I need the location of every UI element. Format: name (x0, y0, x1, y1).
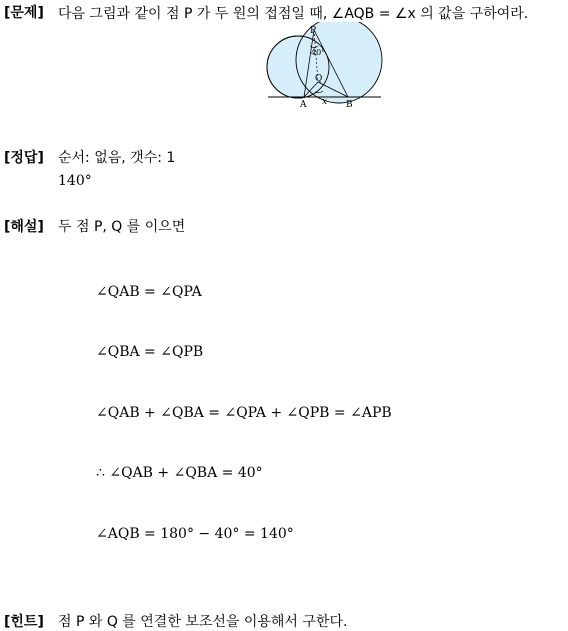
solution-step-1: ∠QAB = ∠QPA (96, 284, 202, 300)
answer-meta: 순서: 없음, 갯수: 1 (58, 150, 176, 166)
answer-value: 140° (58, 173, 92, 189)
solution-intro: 두 점 P, Q 를 이으면 (58, 219, 186, 235)
problem-figure (264, 22, 388, 110)
solution-step-3: ∠QAB + ∠QBA = ∠QPA + ∠QPB = ∠APB (96, 405, 392, 421)
answer-tag: [정답] (4, 150, 44, 166)
solution-step-2: ∠QBA = ∠QPB (96, 344, 204, 360)
label-angle-40: 40° (311, 48, 326, 57)
solution-step-5: ∠AQB = 180° − 40° = 140° (96, 526, 294, 542)
label-P: P (310, 26, 317, 36)
label-B: B (346, 100, 353, 110)
hint-text: 점 P 와 Q 를 연결한 보조선을 이용해서 구한다. (58, 614, 348, 630)
solution-step-4: ∴ ∠QAB + ∠QBA = 40° (96, 465, 263, 481)
solution-tag: [해설] (4, 219, 44, 235)
label-x: x (322, 97, 328, 107)
hint-tag: [힌트] (4, 614, 44, 630)
label-Q: Q (315, 74, 323, 84)
label-A: A (300, 100, 307, 110)
problem-text: 다음 그림과 같이 점 P 가 두 원의 접점일 때, ∠AQB = ∠x 의 값을 구하여라. (58, 6, 529, 22)
problem-tag: [문제] (4, 5, 44, 21)
